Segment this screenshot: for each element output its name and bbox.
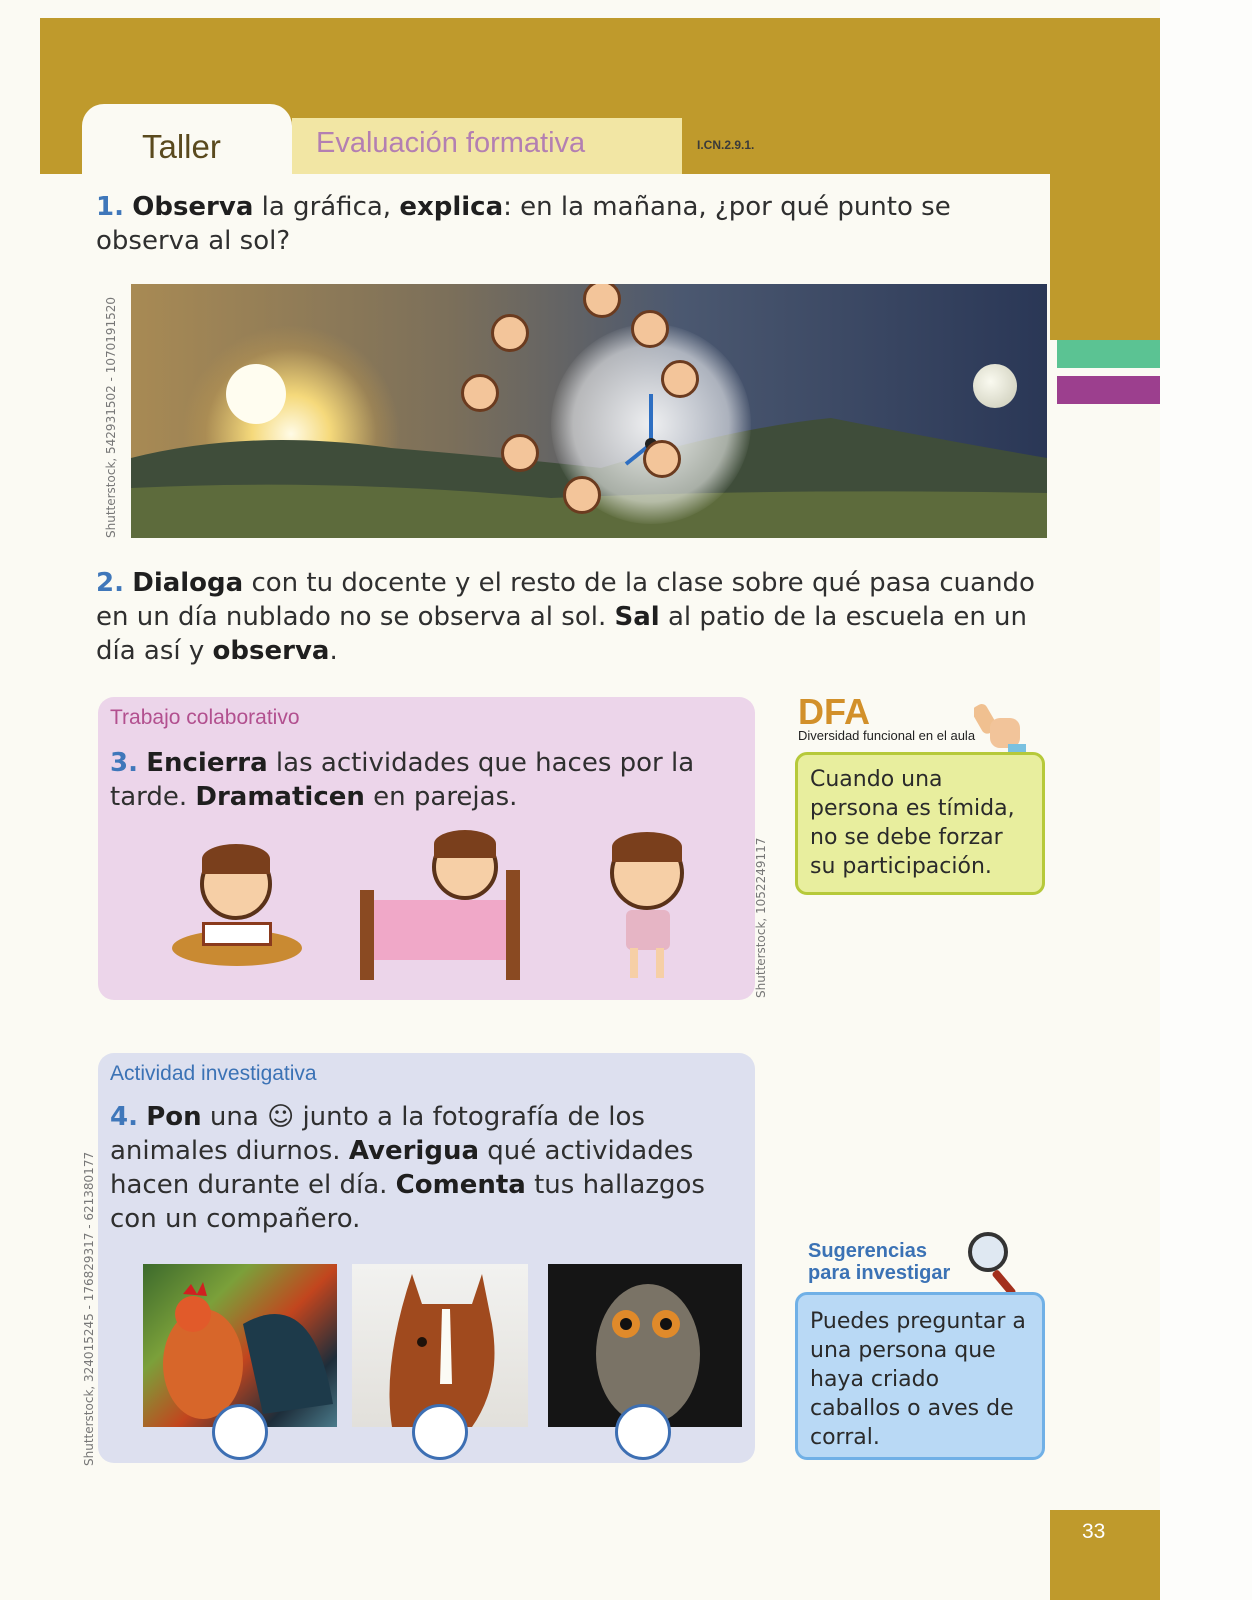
- child-icon: [643, 440, 681, 478]
- purple-stripe: [1057, 376, 1160, 404]
- text: con tu docente y el resto de la clase sobre qué pasa cuando en un día nublado no se observa al sol.: [96, 568, 1035, 632]
- text: la gráfica,: [253, 192, 400, 222]
- child-waking-in-bed-illustration[interactable]: [360, 830, 520, 980]
- question-4: [110, 1100, 750, 1236]
- rooster-photo: [143, 1264, 337, 1427]
- answer-circle[interactable]: [212, 1404, 268, 1460]
- photo-credit: Shutterstock, 542931502 - 1070191520: [104, 296, 118, 538]
- verb-observa: observa: [212, 636, 330, 666]
- question-3: [110, 746, 730, 814]
- child-thinking-illustration[interactable]: [604, 830, 694, 980]
- verb-sal: Sal: [614, 602, 660, 632]
- verb-encierra: Encierra: [146, 748, 268, 778]
- panel-title: Actividad investigativa: [110, 1062, 317, 1085]
- verb-pon: Pon: [146, 1102, 202, 1132]
- suggestions-title: [808, 1240, 950, 1284]
- suggestions-text: Puedes preguntar a una persona que haya criado caballos o aves de corral.: [810, 1309, 1026, 1450]
- page-margin: [1160, 0, 1252, 1600]
- suggestions-title-line: Sugerencias: [808, 1240, 927, 1262]
- text: una ☺ junto a la fotografía de los animales diurnos.: [110, 1102, 645, 1166]
- verb-averigua: Averigua: [348, 1136, 480, 1166]
- day-night-landscape: [131, 284, 1047, 538]
- dfa-title: DFA: [798, 691, 870, 732]
- question-1: [96, 190, 1056, 258]
- tab-taller: Taller: [82, 104, 292, 176]
- horse-photo: [352, 1264, 528, 1427]
- verb-explica: explica: [399, 192, 504, 222]
- child-icon: [583, 284, 621, 318]
- text: .: [329, 636, 338, 666]
- question-2: [96, 566, 1056, 668]
- text: al patio de la escuela en un día así y: [96, 602, 1028, 666]
- text: tus hallazgos con un compañero.: [110, 1170, 705, 1234]
- verb-dialoga: Dialoga: [132, 568, 244, 598]
- child-icon: [661, 360, 699, 398]
- answer-circle[interactable]: [615, 1404, 671, 1460]
- question-number: 3.: [110, 748, 138, 778]
- hand-icon: [974, 698, 1030, 758]
- child-icon: [631, 310, 669, 348]
- child-reading-illustration[interactable]: [172, 840, 302, 970]
- side-band: [1050, 174, 1160, 340]
- owl-photo: [548, 1264, 742, 1427]
- child-icon: [491, 314, 529, 352]
- text: qué actividades hacen durante el día.: [110, 1136, 694, 1200]
- green-stripe: [1057, 340, 1160, 368]
- curriculum-code: I.CN.2.9.1.: [697, 138, 755, 152]
- magnifier-icon: [968, 1232, 1008, 1272]
- question-number: 4.: [110, 1102, 138, 1132]
- answer-circle[interactable]: [412, 1404, 468, 1460]
- text: : en la mañana, ¿por qué punto se observa al sol?: [96, 192, 951, 256]
- verb-comenta: Comenta: [395, 1170, 526, 1200]
- section-label: Evaluación formativa: [292, 118, 682, 174]
- question-number: 1.: [96, 192, 124, 222]
- page-number: 33: [1050, 1510, 1160, 1600]
- photo-credit: Shutterstock, 1052249117: [754, 837, 768, 998]
- child-icon: [563, 476, 601, 514]
- child-icon: [461, 374, 499, 412]
- panel-title: Trabajo colaborativo: [110, 706, 300, 729]
- suggestions-box: [795, 1292, 1045, 1460]
- text: las actividades que haces por la tarde.: [110, 748, 695, 812]
- verb-dramaticen: Dramaticen: [195, 782, 365, 812]
- suggestions-title-line: para investigar: [808, 1262, 951, 1284]
- photo-credit: Shutterstock, 324015245 - 176829317 - 621380177: [82, 1151, 96, 1466]
- child-icon: [501, 434, 539, 472]
- dfa-subtitle: Diversidad funcional en el aula: [798, 728, 976, 743]
- verb-observa: Observa: [132, 192, 254, 222]
- dfa-box: [795, 752, 1045, 895]
- dfa-text: Cuando una persona es tímida, no se debe forzar su participación.: [810, 767, 1015, 879]
- text: en parejas.: [364, 782, 518, 812]
- question-number: 2.: [96, 568, 124, 598]
